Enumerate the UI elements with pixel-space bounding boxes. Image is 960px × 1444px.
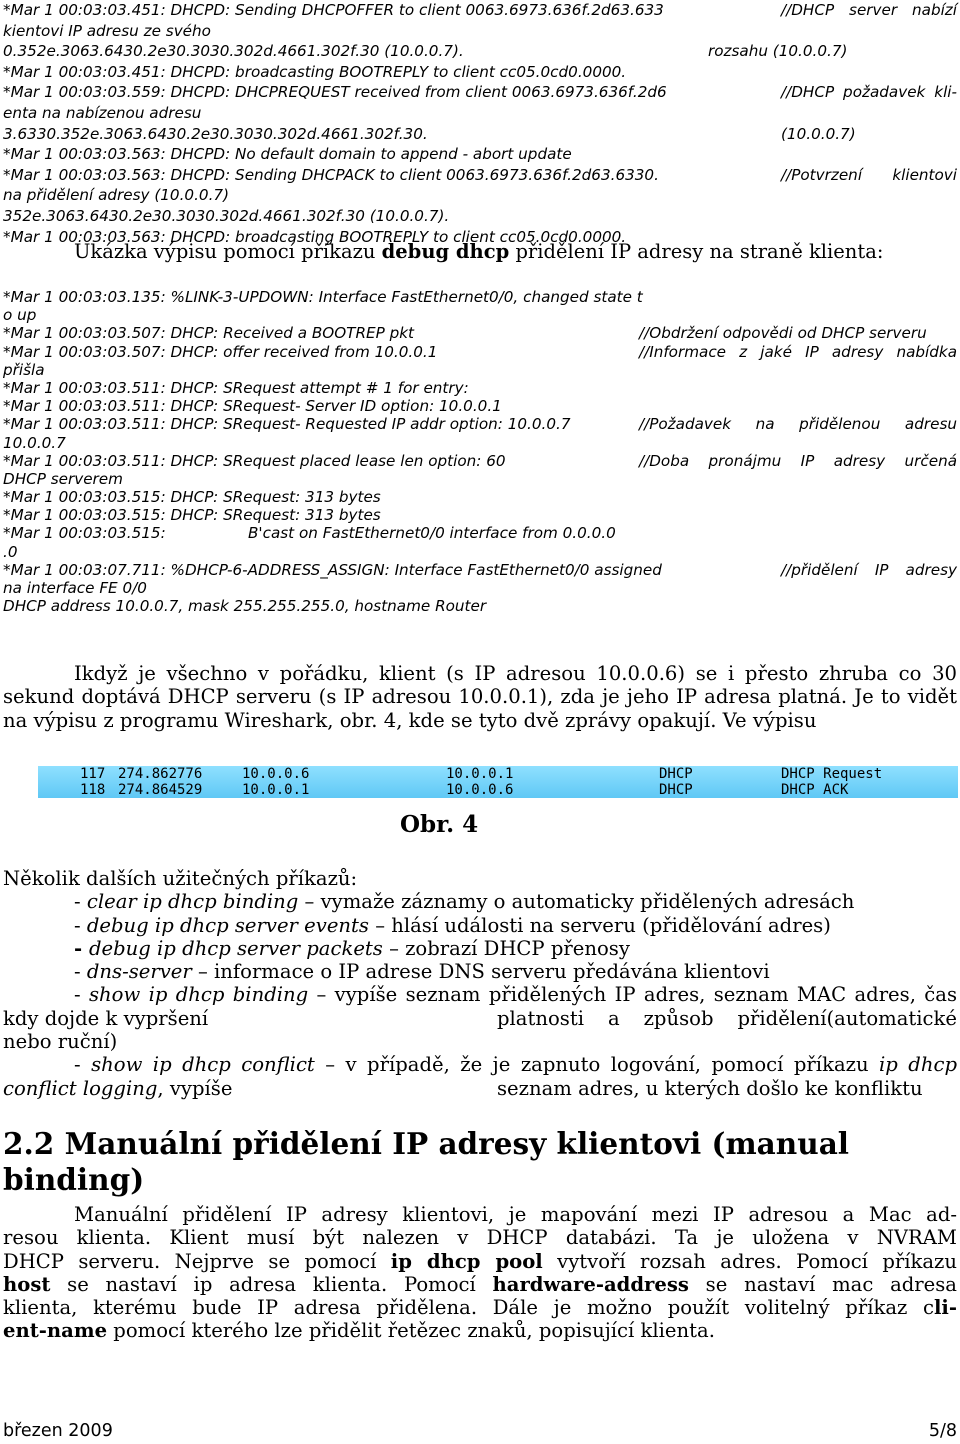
log-line	[3, 343, 957, 361]
log-line	[3, 103, 957, 124]
command-line	[3, 1007, 957, 1030]
command-line: nebo ruční)	[3, 1030, 118, 1054]
paragraph-line: resou klienta. Klient musí být nalezen v DHCP databázi. Ta je uložena v NVRAM	[3, 1226, 957, 1250]
log-text: DHCP serverem	[3, 469, 123, 488]
paragraph-line: sekund doptává DHCP serveru (s IP adresou 10.0.0.1), zda je jeho IP adresa platná. Je to vidět	[3, 685, 957, 709]
paragraph-line: Ikdyž je všechno v pořádku, klient (s IP adresou 10.0.0.6) se i přesto zhruba co 30	[74, 662, 957, 685]
log-comment: //DHCP server nabízí	[781, 1, 957, 19]
text-run: klienta, kterému bude IP adresa přidělena. Dále je možno použít volitelný příkaz c	[3, 1296, 934, 1320]
log-comment: B'cast on FastEthernet0/0 interface from 0.0.0.0	[248, 524, 616, 543]
log-line	[3, 397, 957, 415]
packet-row	[38, 766, 958, 782]
commands-list	[3, 890, 957, 1006]
command-name: conflict logging	[3, 1076, 158, 1100]
log-text: na přidělení adresy (10.0.0.7)	[3, 186, 229, 205]
log-line	[3, 306, 957, 324]
log-comment: rozsahu (10.0.0.7)	[708, 42, 848, 61]
packet-no: 118	[80, 782, 106, 798]
command-name: hardware-address	[492, 1272, 689, 1296]
paragraph-line: Manuální přidělení IP adresy klientovi, je mapování mezi IP adresou a Mac ad-	[74, 1203, 957, 1226]
packet-dst: 10.0.0.1	[446, 766, 514, 782]
command-item	[3, 983, 957, 1006]
text-run: se nastaví mac adresa	[688, 1272, 957, 1296]
log-line	[3, 82, 957, 103]
log-line	[3, 144, 957, 165]
paragraph-line	[3, 1296, 957, 1319]
client-log-caption	[74, 240, 883, 263]
packet-src: 10.0.0.1	[242, 782, 310, 798]
command-desc: – vymaže záznamy o automaticky přidělených adresách	[298, 890, 855, 914]
command-item	[3, 960, 957, 983]
text-run: se nastaví ip adresa klienta. Pomocí	[50, 1272, 493, 1296]
command-name: clear ip dhcp binding	[86, 890, 299, 914]
log-text: kientovi IP adresu ze svého	[3, 21, 211, 40]
log-line	[3, 470, 957, 488]
command-line	[3, 1053, 957, 1076]
command-desc: platnosti a způsob přidělení(automatické	[497, 1006, 957, 1030]
command-desc: – informace o IP adrese DNS serveru předávána klientovi	[191, 960, 770, 984]
log-line	[3, 415, 957, 433]
command-desc: – vypíše seznam přidělených IP adres, seznam MAC adres, čas	[308, 983, 957, 1007]
command-item	[3, 914, 957, 937]
command-name: ip dhcp	[879, 1053, 957, 1077]
command-dash: -	[74, 890, 87, 914]
log-text: *Mar 1 00:03:03.451: DHCPD: Sending DHCPOFFER to client 0063.6973.636f.2d63.633	[3, 1, 664, 19]
log-line	[3, 488, 957, 506]
command-desc: – v případě, že je zapnuto logování, pomocí příkazu	[314, 1053, 880, 1077]
command-desc: seznam adres, u kterých došlo ke konfliktu	[497, 1076, 923, 1100]
log-text: *Mar 1 00:03:03.511: DHCP: SRequest placed lease len option: 60	[3, 451, 506, 470]
server-debug-log	[3, 0, 957, 247]
log-comment: //Požadavek na přidělenou adresu	[639, 415, 957, 434]
packet-no: 117	[80, 766, 106, 782]
command-item	[3, 937, 957, 960]
packet-time: 274.862776	[118, 766, 203, 782]
log-text: *Mar 1 00:03:03.515: DHCP: SRequest: 313 bytes	[3, 506, 381, 525]
log-line	[3, 185, 957, 206]
command-name: show ip dhcp conflict	[91, 1053, 315, 1077]
log-line	[3, 324, 957, 342]
log-line	[3, 506, 957, 524]
packet-info: DHCP ACK	[781, 782, 849, 798]
command-name: debug ip dhcp server packets	[88, 936, 383, 960]
log-line	[3, 62, 957, 83]
command-desc: – hlásí události na serveru (přidělování adres)	[368, 913, 831, 937]
packet-row	[38, 782, 958, 798]
text-run: pomocí kterého lze přidělit řetězec znaků, popisující klienta.	[107, 1319, 715, 1343]
log-text: *Mar 1 00:03:03.563: DHCPD: broadcasting BOOTREPLY to client cc05.0cd0.0000.	[3, 227, 627, 246]
log-text: *Mar 1 00:03:03.511: DHCP: SRequest attempt # 1 for entry:	[3, 378, 469, 397]
command-dash: -	[74, 960, 87, 984]
log-text: na interface FE 0/0	[3, 579, 147, 597]
log-line	[3, 524, 957, 542]
log-comment: //Informace z jaké IP adresy nabídka	[639, 342, 957, 361]
packet-dst: 10.0.0.6	[446, 782, 514, 798]
paragraph-manual-binding	[3, 1203, 957, 1343]
log-line	[3, 0, 957, 21]
caption-command: debug dhcp	[381, 240, 510, 263]
log-text: *Mar 1 00:03:03.511: DHCP: SRequest- Server ID option: 10.0.0.1	[3, 397, 502, 416]
log-text: enta na nabízenou adresu	[3, 103, 202, 122]
log-text: *Mar 1 00:03:03.507: DHCP: Received a BOOTREP pkt	[3, 324, 414, 343]
log-line	[3, 165, 957, 186]
section-heading	[3, 1126, 957, 1198]
log-line	[3, 41, 957, 62]
log-text: DHCP address 10.0.0.7, mask 255.255.255.0, hostname Router	[3, 597, 487, 616]
section-title: Manuální přidělení IP adresy klientovi (manual binding)	[3, 1126, 850, 1197]
client-debug-log	[3, 288, 957, 615]
log-text: *Mar 1 00:03:03.135: %LINK-3-UPDOWN: Interface FastEthernet0/0, changed state t	[3, 288, 643, 306]
log-text: *Mar 1 00:03:03.511: DHCP: SRequest- Requested IP addr option: 10.0.0.7	[3, 415, 571, 434]
log-line	[3, 543, 957, 561]
log-text: 3.6330.352e.3063.6430.2e30.3030.302d.4661.302f.30.	[3, 124, 428, 143]
packet-info: DHCP Request	[781, 766, 883, 782]
paragraph-line	[3, 1250, 957, 1273]
log-text: *Mar 1 00:03:03.563: DHCPD: No default domain to append - abort update	[3, 145, 572, 164]
paragraph-line: na výpisu z programu Wireshark, obr. 4, kde se tyto dvě zprávy opakují. Ve výpisu	[3, 708, 817, 732]
paragraph-renewal	[3, 662, 957, 732]
log-text: *Mar 1 00:03:03.507: DHCP: offer received from 10.0.0.1	[3, 342, 438, 361]
log-comment: //Doba pronájmu IP adresy určená	[639, 451, 957, 470]
log-text: .0	[3, 542, 18, 561]
log-text: *Mar 1 00:03:07.711: %DHCP-6-ADDRESS_ASSIGN: Interface FastEthernet0/0 assigned	[3, 560, 662, 579]
paragraph-line	[3, 1319, 957, 1342]
command-dash: -	[74, 983, 89, 1007]
paragraph-line	[3, 1273, 957, 1296]
command-name: li-	[933, 1296, 957, 1320]
text-run: vytvoří rozsah adres. Pomocí příkazu	[542, 1249, 957, 1273]
command-dash: -	[74, 913, 87, 937]
log-text: *Mar 1 00:03:03.563: DHCPD: Sending DHCPACK to client 0063.6973.636f.2d63.6330.	[3, 165, 659, 184]
log-comment: (10.0.0.7)	[781, 124, 856, 143]
log-text: přišla	[3, 360, 45, 379]
packet-proto: DHCP	[659, 766, 693, 782]
wireshark-capture	[38, 766, 958, 798]
page-number: 5/8	[928, 1421, 957, 1441]
log-line	[3, 561, 957, 579]
section-number: 2.2	[3, 1126, 55, 1161]
log-line	[3, 579, 957, 597]
log-text: 10.0.0.7	[3, 433, 66, 452]
command-name: host	[3, 1272, 51, 1296]
command-desc: – zobrazí DHCP přenosy	[382, 936, 630, 960]
log-text: o up	[3, 306, 37, 325]
command-name: show ip dhcp binding	[88, 983, 309, 1007]
log-line	[3, 452, 957, 470]
log-line	[3, 361, 957, 379]
command-desc: kdy dojde k vypršení	[3, 1006, 209, 1030]
log-comment: //Obdržení odpovědi od DHCP serveru	[639, 324, 927, 343]
commands-section	[3, 867, 957, 1100]
command-line	[3, 1077, 957, 1100]
log-line	[3, 288, 957, 306]
caption-text: Ukázka výpisu pomocí příkazu	[74, 240, 382, 263]
log-comment: //DHCP požadavek kli-	[781, 83, 957, 102]
page-footer	[3, 1420, 957, 1442]
log-text: *Mar 1 00:03:03.515:	[3, 524, 166, 543]
log-line	[3, 206, 957, 227]
command-name: debug ip dhcp server events	[86, 913, 369, 937]
log-line	[3, 434, 957, 452]
footer-date: březen 2009	[3, 1421, 113, 1441]
log-text: *Mar 1 00:03:03.559: DHCPD: DHCPREQUEST received from client 0063.6973.636f.2d6	[3, 83, 667, 102]
command-item	[3, 890, 957, 913]
commands-intro: Několik dalších užitečných příkazů:	[3, 867, 358, 890]
packet-proto: DHCP	[659, 782, 693, 798]
log-text: 352e.3063.6430.2e30.3030.302d.4661.302f.30 (10.0.0.7).	[3, 206, 450, 225]
command-name: ip dhcp pool	[390, 1249, 543, 1273]
log-text: 0.352e.3063.6430.2e30.3030.302d.4661.302f.30 (10.0.0.7).	[3, 42, 464, 61]
log-text: *Mar 1 00:03:03.515: DHCP: SRequest: 313 bytes	[3, 488, 381, 507]
log-line	[3, 379, 957, 397]
log-line	[3, 124, 957, 145]
log-comment: //přidělení IP adresy	[781, 560, 957, 579]
command-name: ent-name	[3, 1319, 108, 1343]
text-run: DHCP serveru. Nejprve se pomocí	[3, 1249, 391, 1273]
log-line	[3, 21, 957, 42]
command-dash: -	[74, 1053, 92, 1077]
command-desc: , vypíše	[157, 1076, 233, 1100]
command-name: dns-server	[86, 960, 192, 984]
packet-time: 274.864529	[118, 782, 203, 798]
command-dash: -	[74, 936, 89, 960]
caption-text-end: přidělení IP adresy na straně klienta:	[509, 240, 884, 263]
log-comment: //Potvrzení klientovi	[781, 165, 957, 184]
log-text: *Mar 1 00:03:03.451: DHCPD: broadcasting BOOTREPLY to client cc05.0cd0.0000.	[3, 62, 627, 81]
log-line	[3, 597, 957, 615]
packet-src: 10.0.0.6	[242, 766, 310, 782]
figure-label: Obr. 4	[400, 811, 479, 838]
